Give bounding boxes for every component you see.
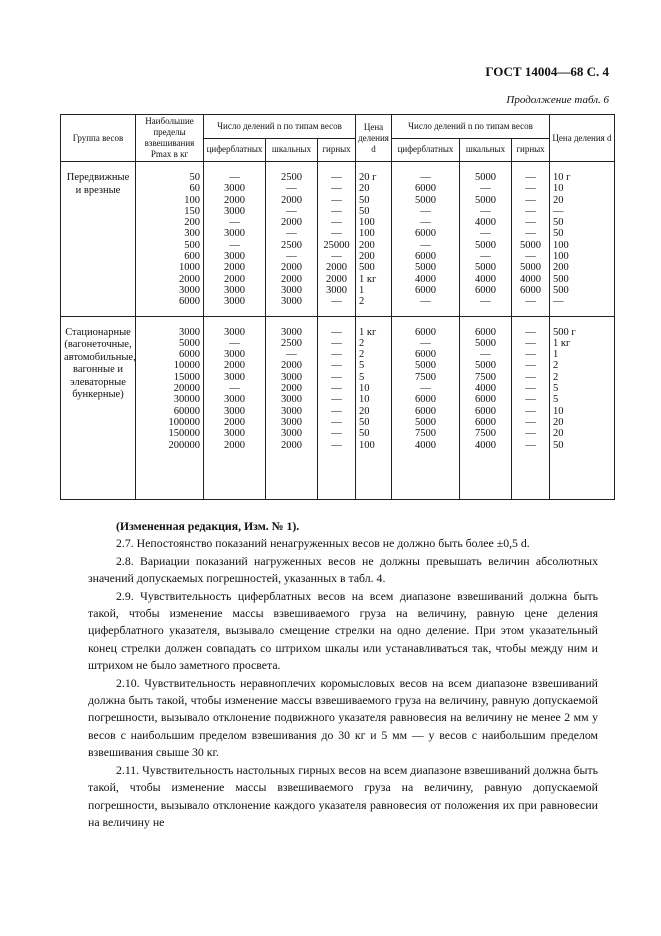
table-cell: 50	[550, 440, 615, 451]
table-cell: 6000	[392, 183, 460, 194]
table-cell: 2000	[318, 262, 356, 273]
table-cell: —	[550, 206, 615, 217]
table-cell: 4000	[512, 274, 550, 285]
table-cell: 2	[356, 338, 392, 349]
table-cell: —	[318, 172, 356, 183]
table-cell: 6000	[136, 349, 204, 360]
table-row	[61, 240, 615, 251]
table-cell: 6000	[460, 285, 512, 296]
table-cell: 60000	[136, 406, 204, 417]
table-cell: 2500	[266, 172, 318, 183]
paragraph-2-10: 2.10. Чувствительность неравноплечих коромысловых весов на всем диапазоне взвешиваний должна быть такой, чтобы изменение массы взвешиваемого груза на величину, равную допускаемой погрешности, вызывало отклонение подвижного указателя равновесия на величину не менее 2 мм у весов с наибольшим пределом взвешивания до 30 кг и 5 мм — у весов с наибольшим пределом взвешивания свыше 30 кг.	[88, 675, 598, 760]
table-cell: 5000	[392, 262, 460, 273]
body-text	[88, 518, 598, 831]
table-cell: —	[204, 172, 266, 183]
table-cell: —	[318, 349, 356, 360]
table-cell: 2000	[266, 274, 318, 285]
table-cell: —	[460, 183, 512, 194]
page-header: ГОСТ 14004—68 С. 4	[485, 64, 609, 79]
table-cell: —	[204, 383, 266, 394]
table-cell: 6000	[392, 327, 460, 338]
table-cell: 200	[550, 262, 615, 273]
table-cell: 3000	[204, 296, 266, 307]
table-cell: 6000	[392, 251, 460, 262]
table-cell: 5	[550, 383, 615, 394]
header-divisions-a: Число делений n по типам весов	[204, 115, 356, 139]
header-price-a: Цена деления d	[356, 115, 392, 162]
table-row	[61, 417, 615, 428]
table-cell: 20000	[136, 383, 204, 394]
table-cell: 5	[356, 372, 392, 383]
table-row	[61, 195, 615, 206]
table-cell: 100	[550, 240, 615, 251]
table-row	[61, 285, 615, 296]
table-cell: 2	[550, 372, 615, 383]
table-row	[61, 274, 615, 285]
table-cell: 15000	[136, 372, 204, 383]
table-cell: 2000	[136, 274, 204, 285]
header-weight-b: гирных	[512, 138, 550, 162]
table-cell: 1 кг	[550, 338, 615, 349]
table-cell: 2000	[266, 195, 318, 206]
table-cell: —	[392, 217, 460, 228]
table-row	[61, 394, 615, 405]
table-cell: —	[512, 217, 550, 228]
table-cell: —	[460, 228, 512, 239]
table-cell: 50	[136, 172, 204, 183]
table-cell: —	[512, 372, 550, 383]
table-row	[61, 251, 615, 262]
table-cell: 2	[356, 296, 392, 307]
table-cell: 2000	[204, 195, 266, 206]
table-cell: —	[512, 228, 550, 239]
table-cell: 4000	[460, 383, 512, 394]
table-cell: 200	[356, 251, 392, 262]
table-cell: 2	[356, 349, 392, 360]
header-price-b: Цена деления d	[550, 115, 615, 162]
table-cell: 500	[136, 240, 204, 251]
table-cell: 50	[356, 428, 392, 439]
table-cell: 4000	[460, 440, 512, 451]
table-cell: —	[318, 195, 356, 206]
table-cell: 2000	[204, 440, 266, 451]
header-group: Группа весов	[61, 115, 136, 162]
table-cell: 5	[356, 360, 392, 371]
paragraph-2-7: 2.7. Непостоянство показаний ненагруженных весов не должно быть более ±0,5 d.	[116, 536, 530, 551]
table-row	[61, 360, 615, 371]
table-cell: 3000	[266, 296, 318, 307]
table-cell: —	[512, 349, 550, 360]
table-row	[61, 383, 615, 394]
table-cell: 1 кг	[356, 274, 392, 285]
table-cell: 3000	[204, 206, 266, 217]
table-cell: —	[512, 406, 550, 417]
table-cell: —	[460, 349, 512, 360]
table-cell: 150	[136, 206, 204, 217]
table-row	[61, 440, 615, 451]
table-cell: 10	[550, 406, 615, 417]
table-cell: 3000	[204, 183, 266, 194]
table-cell: 50	[356, 195, 392, 206]
table-cell: 3000	[204, 228, 266, 239]
table-cell: 500	[550, 285, 615, 296]
header-dial-a: циферблатных	[204, 138, 266, 162]
table-cell: 5000	[460, 338, 512, 349]
table-cell: —	[318, 228, 356, 239]
paragraph-2-11: 2.11. Чувствительность настольных гирных весов на всем диапазоне взвешиваний должна быть такой, чтобы изменение массы взвешиваемого груза на величину, равную допускаемой погрешности, вызывало отклонение каждого указателя равновесия от положения их при равновесии на величину не	[88, 762, 598, 829]
table-cell: 4000	[460, 217, 512, 228]
table-row	[61, 296, 615, 307]
table-cell: 20	[550, 428, 615, 439]
table-cell: —	[318, 372, 356, 383]
table-cell: 2000	[204, 262, 266, 273]
table-cell: 4000	[460, 274, 512, 285]
header-weight-a: гирных	[318, 138, 356, 162]
table-cell: 5000	[460, 172, 512, 183]
table-cell: —	[204, 240, 266, 251]
table-body	[61, 162, 615, 500]
table-cell: 3000	[266, 428, 318, 439]
table-cell: —	[512, 206, 550, 217]
table-cell: —	[318, 251, 356, 262]
table-cell: 25000	[318, 240, 356, 251]
table-cell: —	[392, 206, 460, 217]
header-scale-a: шкальных	[266, 138, 318, 162]
table-cell: —	[512, 327, 550, 338]
table-cell: 60	[136, 183, 204, 194]
table-cell: 5000	[460, 195, 512, 206]
table-cell: —	[318, 406, 356, 417]
table-cell: 200	[356, 240, 392, 251]
table-cell: —	[318, 383, 356, 394]
table-row	[61, 349, 615, 360]
table-cell: 200000	[136, 440, 204, 451]
table-cell: —	[318, 217, 356, 228]
table-cell: 3000	[204, 394, 266, 405]
table-cell: 500	[550, 274, 615, 285]
table-cell: —	[512, 383, 550, 394]
table-cell: —	[392, 296, 460, 307]
table-cell: 200	[136, 217, 204, 228]
table-cell: 4000	[392, 274, 460, 285]
table-cell: 2000	[266, 440, 318, 451]
table-cell: 2000	[204, 360, 266, 371]
table-cell: 10 г	[550, 172, 615, 183]
group-name-cell: Стационарные (вагонеточные, автомобильные, вагонные и элеваторные бункерные)	[61, 327, 136, 451]
table-cell: 1000	[136, 262, 204, 273]
table-cell: 3000	[204, 285, 266, 296]
table-cell: 6000	[392, 228, 460, 239]
table-cell: 500	[356, 262, 392, 273]
table-cell: 20	[356, 183, 392, 194]
table-cell: —	[512, 338, 550, 349]
header-dial-b: циферблатных	[392, 138, 460, 162]
table-row	[61, 206, 615, 217]
table-cell: —	[460, 206, 512, 217]
table-row	[61, 406, 615, 417]
table-cell: 7500	[460, 428, 512, 439]
table-cell: 3000	[204, 372, 266, 383]
table-cell: —	[318, 394, 356, 405]
table-cell: 600	[136, 251, 204, 262]
table-cell: 1	[550, 349, 615, 360]
table-cell: 50	[356, 417, 392, 428]
table-cell: 6000	[392, 349, 460, 360]
table-cell: 30000	[136, 394, 204, 405]
table-cell: 50	[550, 228, 615, 239]
table-cell: 300	[136, 228, 204, 239]
table-cell: 50	[550, 217, 615, 228]
table-cell: 10000	[136, 360, 204, 371]
table-cell: 2500	[266, 338, 318, 349]
table-cell: 2	[550, 360, 615, 371]
table-cell: 3000	[204, 251, 266, 262]
table-cell: 500 г	[550, 327, 615, 338]
table-cell: 5000	[460, 262, 512, 273]
table-cell: —	[266, 228, 318, 239]
table-cell: —	[318, 360, 356, 371]
table-cell: —	[204, 217, 266, 228]
table-cell: —	[204, 338, 266, 349]
table-row	[61, 372, 615, 383]
table-row	[61, 217, 615, 228]
table-cell: 20 г	[356, 172, 392, 183]
table-cell: —	[392, 338, 460, 349]
paragraph-2-8: 2.8. Вариации показаний нагруженных весов не должны превышать величин абсолютных значений допускаемых погрешностей, указанных в табл. 4.	[88, 553, 598, 586]
table-cell: —	[512, 360, 550, 371]
table-cell: 3000	[266, 327, 318, 338]
table-cell: 5000	[460, 240, 512, 251]
table-cell: —	[512, 394, 550, 405]
table-cell: 2000	[266, 360, 318, 371]
table-cell: 6000	[136, 296, 204, 307]
table-cell: 7500	[460, 372, 512, 383]
table-row	[61, 338, 615, 349]
table-row	[61, 183, 615, 194]
paragraph-2-9: 2.9. Чувствительность циферблатных весов на всем диапазоне взвешиваний должна быть такой, чтобы изменение массы взвешиваемого груза на величину, равную цене деления циферблатного указателя, вызывало смещение стрелки на одно деление. При этом указательный конец стрелки должен совпадать со штрихом шкалы или устанавливаться так, чтобы между ним и штрихом не было заметного просвета.	[88, 588, 598, 673]
table-cell: 6000	[392, 285, 460, 296]
table-cell: 1 кг	[356, 327, 392, 338]
table-cell: —	[512, 440, 550, 451]
table-cell: 100	[356, 217, 392, 228]
table-cell: —	[512, 172, 550, 183]
table-cell: 6000	[392, 406, 460, 417]
header-scale-b: шкальных	[460, 138, 512, 162]
table-cell: —	[460, 296, 512, 307]
table-cell: 3000	[136, 327, 204, 338]
table-cell: 3000	[266, 394, 318, 405]
table-row	[61, 327, 615, 338]
table-cell: 20	[550, 417, 615, 428]
table-cell: —	[266, 206, 318, 217]
table-cell: 10	[356, 394, 392, 405]
table-row	[61, 228, 615, 239]
table-cell: 3000	[266, 406, 318, 417]
table-cell: —	[392, 383, 460, 394]
table-cell: 5000	[512, 262, 550, 273]
table-cell: —	[550, 296, 615, 307]
header-limits: Наибольшие пределы взвешивания Pmax в кг	[136, 115, 204, 162]
table-cell: 6000	[460, 406, 512, 417]
table-cell: 20	[550, 195, 615, 206]
table-cell: 3000	[204, 406, 266, 417]
table-cell: 3000	[266, 285, 318, 296]
table-cell: 3000	[136, 285, 204, 296]
table-cell: —	[318, 428, 356, 439]
table-cell: 150000	[136, 428, 204, 439]
table-cell: —	[512, 183, 550, 194]
table-cell: 3000	[266, 417, 318, 428]
table-cell: 3000	[318, 285, 356, 296]
table-cell: 2000	[266, 262, 318, 273]
table-cell: 6000	[392, 394, 460, 405]
table-continuation-label: Продолжение табл. 6	[506, 94, 609, 106]
table-cell: 2000	[204, 417, 266, 428]
table-cell: 100	[356, 228, 392, 239]
table-cell: 3000	[204, 428, 266, 439]
table-cell: —	[512, 428, 550, 439]
table-cell: —	[392, 172, 460, 183]
table-cell: —	[318, 417, 356, 428]
table-cell: 5000	[392, 417, 460, 428]
table-cell: 100	[356, 440, 392, 451]
table-cell: —	[318, 338, 356, 349]
table-cell: 5000	[512, 240, 550, 251]
table-cell: 2000	[318, 274, 356, 285]
table-cell: 4000	[392, 440, 460, 451]
table-cell: —	[266, 183, 318, 194]
table-cell: —	[318, 206, 356, 217]
table-cell: —	[512, 251, 550, 262]
table-cell: 50	[356, 206, 392, 217]
table-row	[61, 262, 615, 273]
table-cell: 5000	[460, 360, 512, 371]
table-cell: —	[266, 251, 318, 262]
table-cell: 2000	[266, 383, 318, 394]
table-cell: —	[318, 296, 356, 307]
group-name-cell: Передвижные и врезные	[61, 172, 136, 308]
table-cell: 5000	[392, 195, 460, 206]
table-cell: 7500	[392, 372, 460, 383]
table-cell: 5	[550, 394, 615, 405]
table-cell: 7500	[392, 428, 460, 439]
table-cell: 6000	[460, 417, 512, 428]
table-cell: —	[266, 349, 318, 360]
weights-table	[60, 114, 615, 500]
table-cell: 3000	[204, 327, 266, 338]
table-cell: 2500	[266, 240, 318, 251]
table-cell: —	[512, 296, 550, 307]
table-cell: 100	[136, 195, 204, 206]
table-cell: 6000	[512, 285, 550, 296]
table-cell: —	[318, 327, 356, 338]
table-cell: —	[318, 440, 356, 451]
table-cell: —	[460, 251, 512, 262]
table-row	[61, 428, 615, 439]
table-cell: 10	[550, 183, 615, 194]
table-cell: 2000	[266, 217, 318, 228]
paragraph-amendment: (Измененная редакция, Изм. № 1).	[116, 519, 300, 533]
header-divisions-b: Число делений n по типам весов	[392, 115, 550, 139]
table-cell: —	[392, 240, 460, 251]
table-cell: 5000	[136, 338, 204, 349]
table-cell: 20	[356, 406, 392, 417]
table-cell: 1	[356, 285, 392, 296]
table-cell: 5000	[392, 360, 460, 371]
table-cell: —	[318, 183, 356, 194]
table-cell: 10	[356, 383, 392, 394]
table-cell: 100	[550, 251, 615, 262]
table-cell: 6000	[460, 327, 512, 338]
table-row	[61, 172, 615, 183]
table-cell: 100000	[136, 417, 204, 428]
table-cell: —	[512, 195, 550, 206]
table-cell: 6000	[460, 394, 512, 405]
table-cell: 2000	[204, 274, 266, 285]
table-cell: —	[512, 417, 550, 428]
table-cell: 3000	[266, 372, 318, 383]
table-cell: 3000	[204, 349, 266, 360]
